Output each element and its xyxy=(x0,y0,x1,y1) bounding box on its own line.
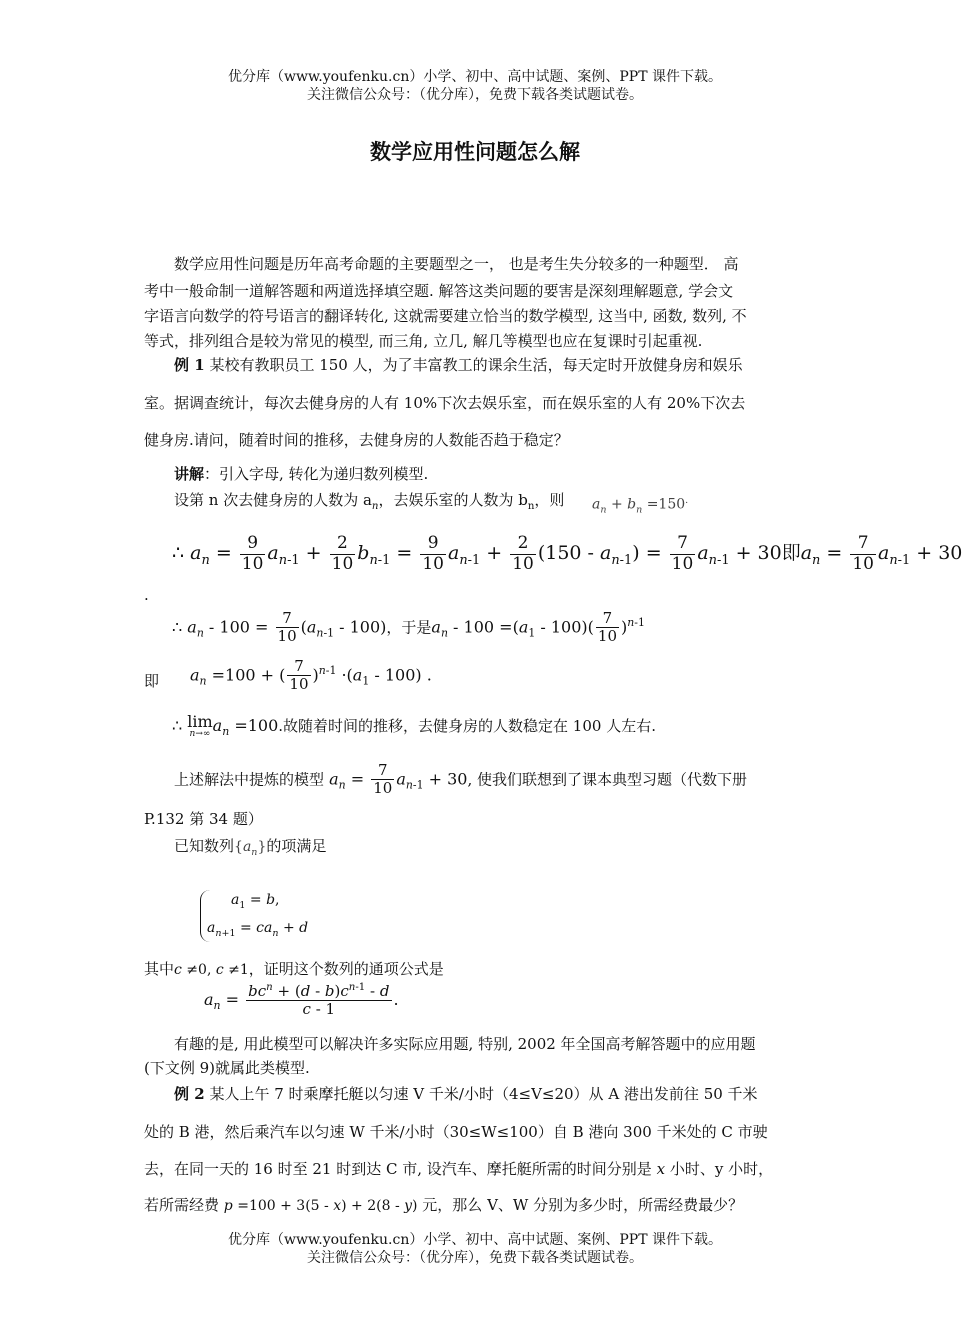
example1-line-2: 室。据调查统计，每次去健身房的人有 10%下次去娱乐室，而在娱乐室的人有 20%下次去 xyxy=(144,394,746,412)
general-term-formula: $a_n$ = $\frac{bc^n + (d - b)c^{n-1} - d}{c - 1}$ . xyxy=(204,982,399,1019)
example2-line-3: 去，在同一天的 16 时至 21 时到达 C 市, 设汽车、摩托艇所需的时间分别是 x 小时、y 小时， xyxy=(144,1160,774,1178)
interest-line-1: 有趣的是, 用此模型可以解决许多实际应用题, 特别, 2002 年全国高考解答题中的应用题 xyxy=(174,1035,756,1053)
sum-equation: $a_n + b_n =150^.$ xyxy=(592,495,689,516)
example1-line-3: 健身房.请问，随着时间的推移，去健身房的人数能否趋于稳定？ xyxy=(144,431,569,449)
intro-line-4: 等式，排列组合是较为常见的模型, 而三角, 立几, 解几等模型也应在复课时引起重视. xyxy=(144,332,703,350)
setup-mid: ，去娱乐室的人数为 b xyxy=(378,491,528,509)
cond-post: ，证明这个数列的通项公式是 xyxy=(248,960,444,978)
model-ref: P.132 第 34 题） xyxy=(144,810,263,828)
example1-label: 例 1 xyxy=(174,356,205,374)
example2-line4-post: 元，那么 V、W 分别为多少时，所需经费最少？ xyxy=(422,1196,744,1214)
setup-end: ，则 xyxy=(534,491,565,509)
intro-line-3: 字语言向数学的符号语言的翻译转化, 这就需要建立恰当的数学模型, 这当中, 函数, 数列, 不 xyxy=(144,307,747,325)
example2-line-4: 若所需经费 p =100 + 3(5 - x) + 2(8 - y) 元，那么 V、W 分别为多少时，所需经费最少？ xyxy=(144,1196,744,1214)
example2-text-3: 去，在同一天的 16 时至 21 时到达 C 市, 设汽车、摩托艇所需的时间分别是 xyxy=(144,1160,652,1178)
limit-equation: ∴ lim n→∞ $a_n =100$.故随着时间的推移，去健身房的人数稳定在 100 人左右. xyxy=(172,712,656,739)
example1-text-1: 某校有教职员工 150 人，为了丰富教工的课余生活，每天定时开放健身房和娱乐 xyxy=(209,356,743,374)
limit-text: .故随着时间的推移，去健身房的人数稳定在 100 人左右. xyxy=(278,717,656,735)
example1-line-1 xyxy=(174,354,838,375)
explain-label: 讲解 xyxy=(174,465,205,483)
explain-text: ：引入字母, 转化为递归数列模型. xyxy=(204,465,429,483)
header-line-1: 优分库（www.youfenku.cn）小学、初中、高中试题、案例、PPT 课件下载。 xyxy=(227,69,722,85)
example2-line-1 xyxy=(174,1083,838,1104)
explain-line xyxy=(174,463,838,484)
example2-text-1: 某人上午 7 时乘摩托艇以匀速 V 千米/小时（4≤V≤20）从 A 港出发前往 50 千米 xyxy=(209,1085,758,1103)
setup-text: 设第 n 次去健身房的人数为 a xyxy=(174,491,372,509)
footer-line-1: 优分库（www.youfenku.cn）小学、初中、高中试题、案例、PPT 课件下载。 xyxy=(227,1232,722,1248)
ji-label: 即 xyxy=(144,672,160,690)
condition-line: 其中c ≠0, c ≠1，证明这个数列的通项公式是 xyxy=(144,960,444,978)
setup-line: 设第 n 次去健身房的人数为 $a_n$，去娱乐室的人数为 $b_n$，则 xyxy=(174,491,565,512)
closed-form: $a_n =100$ + ( $\frac{7}{10}$ )$^{n-1} \cdot(a_1 - 100)$ . xyxy=(190,657,432,694)
known-text: 已知数列 xyxy=(174,837,235,855)
header-line-2: 关注微信公众号：（优分库），免费下载各类试题试卷。 xyxy=(307,87,643,103)
period-mark: . xyxy=(144,586,149,604)
example2-label: 例 2 xyxy=(174,1085,205,1103)
example2-line-2: 处的 B 港，然后乘汽车以匀速 W 千米/小时（30≤W≤100）自 B 港向 300 千米处的 C 市驶 xyxy=(144,1123,768,1141)
model-post: , 使我们联想到了课本典型习题（代数下册 xyxy=(467,770,747,789)
intro-line-1: 数学应用性问题是历年高考命题的主要题型之一， 也是考生失分较多的一种题型． 高 xyxy=(174,255,739,273)
intro-line-2: 考中一般命制一道解答题和两道选择填空题. 解答这类问题的要害是深刻理解题意, 学会文 xyxy=(144,282,734,300)
cond-pre: 其中 xyxy=(144,960,175,978)
footer-line-2: 关注微信公众号：（优分库），免费下载各类试题试卷。 xyxy=(307,1250,643,1266)
model-line: 上述解法中提炼的模型 $a_n$ = $\frac{7}{10}$ $a_{n-1} + 30$, 使我们联想到了课本典型习题（代数下册 xyxy=(174,761,747,798)
known-post: 的项满足 xyxy=(266,837,327,855)
example2-line4-pre: 若所需经费 xyxy=(144,1196,220,1214)
model-pre: 上述解法中提炼的模型 xyxy=(174,770,325,789)
so-text: ，于是 xyxy=(386,618,432,637)
example2-text-3-tail: 小时、y 小时， xyxy=(669,1160,774,1178)
known-line: 已知数列$\{a_n\}$的项满足 xyxy=(174,837,327,858)
recurrence-equation: ∴ $a_n$ = $\frac{9}{10}$ $a_{n-1}$ + $\frac{2}{10}$ $b_{n-1}$ = $\frac{9}{10}$ $a_{n-1}$ + $\frac{2}{10}$ $(150 - a_{n-1})$ = $\frac{7}{10}$ $a_{n-1} + 30$即$a_n$ = $\frac{7}{10}$ $a_{n-1} + 30$ xyxy=(172,533,962,574)
recurrence-system: $a_1 = b$, $a_{n+1} = ca_n + d$ xyxy=(200,890,329,942)
interest-line-2: (下文例 9)就属此类模型. xyxy=(144,1059,310,1077)
page-title: 数学应用性问题怎么解 xyxy=(370,140,580,164)
shift-equation: ∴ $a_n - 100$ = $\frac{7}{10}$ $(a_{n-1} - 100)$，于是$a_n - 100 =(a_1 - 100)$( $\frac{7}{10}$ )$^{n-1}$ xyxy=(172,609,645,646)
